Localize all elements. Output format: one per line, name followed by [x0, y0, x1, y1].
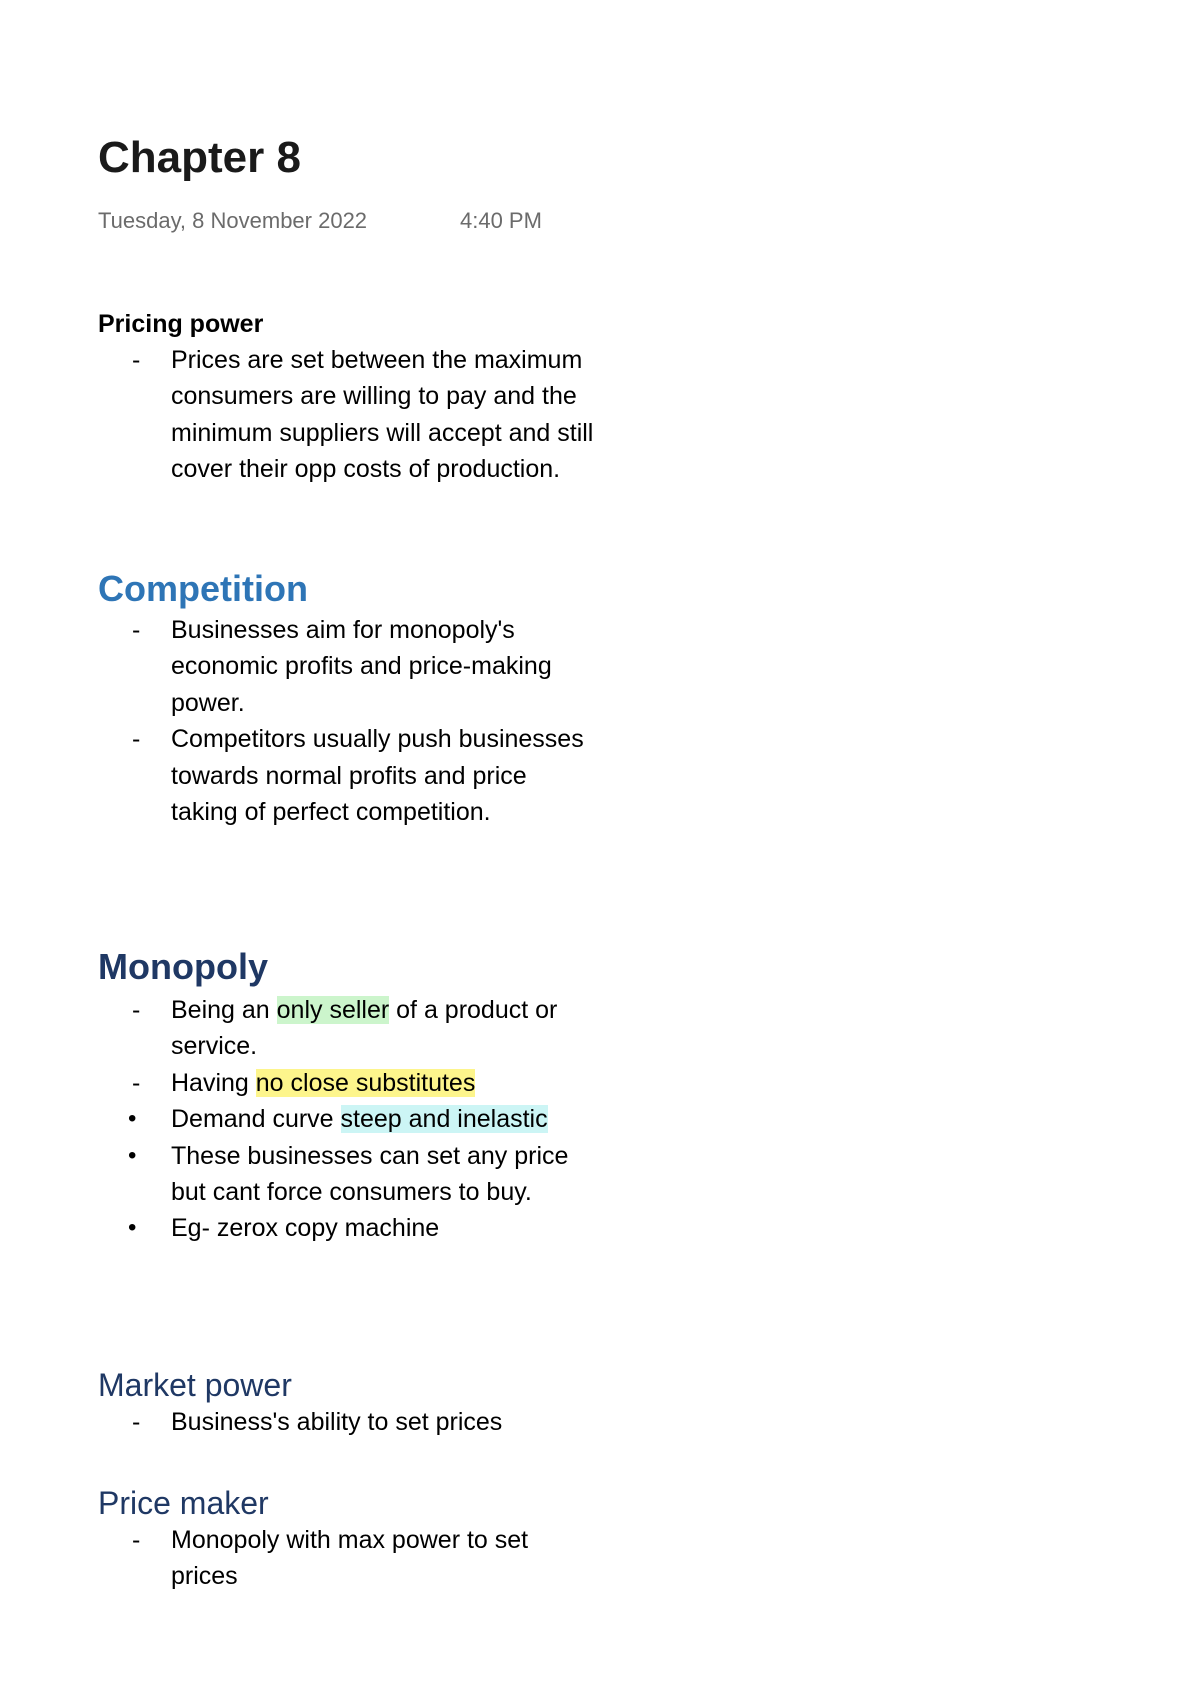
dash-marker: - [132, 616, 141, 644]
bullet-marker: • [128, 1214, 137, 1242]
highlighted-text: no close substitutes [255, 1068, 476, 1097]
market-power-list [98, 1404, 596, 1440]
pricing-power-list [98, 342, 596, 488]
price-maker-list [98, 1522, 596, 1595]
text-before: Being an [171, 996, 277, 1024]
competition-heading: Competition [98, 568, 308, 609]
list-item [98, 1210, 596, 1246]
list-item-text [171, 1069, 475, 1097]
list-item-text: These businesses can set any price but cant force consumers to buy. [171, 1141, 569, 1207]
text-after: of a product or service. [171, 996, 558, 1061]
list-item [98, 342, 596, 488]
list-item-text: Business's ability to set prices [171, 1408, 503, 1436]
list-item [98, 1065, 596, 1101]
highlighted-text: steep and inelastic [340, 1105, 548, 1134]
dash-marker: - [132, 1068, 141, 1097]
list-item-text: Monopoly with max power to set prices [171, 1526, 529, 1591]
page-title: Chapter 8 [98, 133, 301, 182]
list-item-text: Competitors usually push businesses towards normal profits and price taking of perfect competition. [171, 725, 584, 827]
dash-marker: - [132, 1408, 141, 1436]
pricing-power-heading: Pricing power [98, 310, 264, 338]
list-item-text [171, 996, 557, 1060]
list-item [98, 992, 596, 1065]
monopoly-heading: Monopoly [98, 946, 268, 987]
dash-marker: - [132, 1526, 141, 1554]
list-item-text [171, 1105, 548, 1133]
price-maker-heading: Price maker [98, 1485, 269, 1521]
dash-marker: - [132, 346, 141, 374]
list-item-text: Businesses aim for monopoly's economic profits and price-making power. [171, 616, 552, 717]
competition-list [98, 612, 596, 830]
monopoly-list [98, 992, 596, 1247]
list-item [98, 1522, 596, 1595]
text-before: Demand curve [171, 1105, 341, 1134]
bullet-marker: • [128, 1105, 137, 1133]
highlighted-text: only seller [276, 996, 390, 1024]
text-before: Having [171, 1068, 256, 1097]
dash-marker: - [132, 996, 141, 1024]
list-item [98, 612, 596, 721]
list-item [98, 721, 596, 830]
list-item [98, 1404, 596, 1440]
list-item [98, 1138, 596, 1211]
list-item-text: Eg- zerox copy machine [171, 1214, 440, 1243]
page-time: 4:40 PM [460, 208, 542, 233]
market-power-heading: Market power [98, 1367, 292, 1403]
page-date: Tuesday, 8 November 2022 [98, 208, 368, 233]
bullet-marker: • [128, 1141, 137, 1169]
dash-marker: - [132, 725, 141, 754]
list-item-text: Prices are set between the maximum consumers are willing to pay and the minimum suppliers will accept and still cover their opp costs of production. [171, 346, 594, 484]
list-item [98, 1101, 596, 1137]
